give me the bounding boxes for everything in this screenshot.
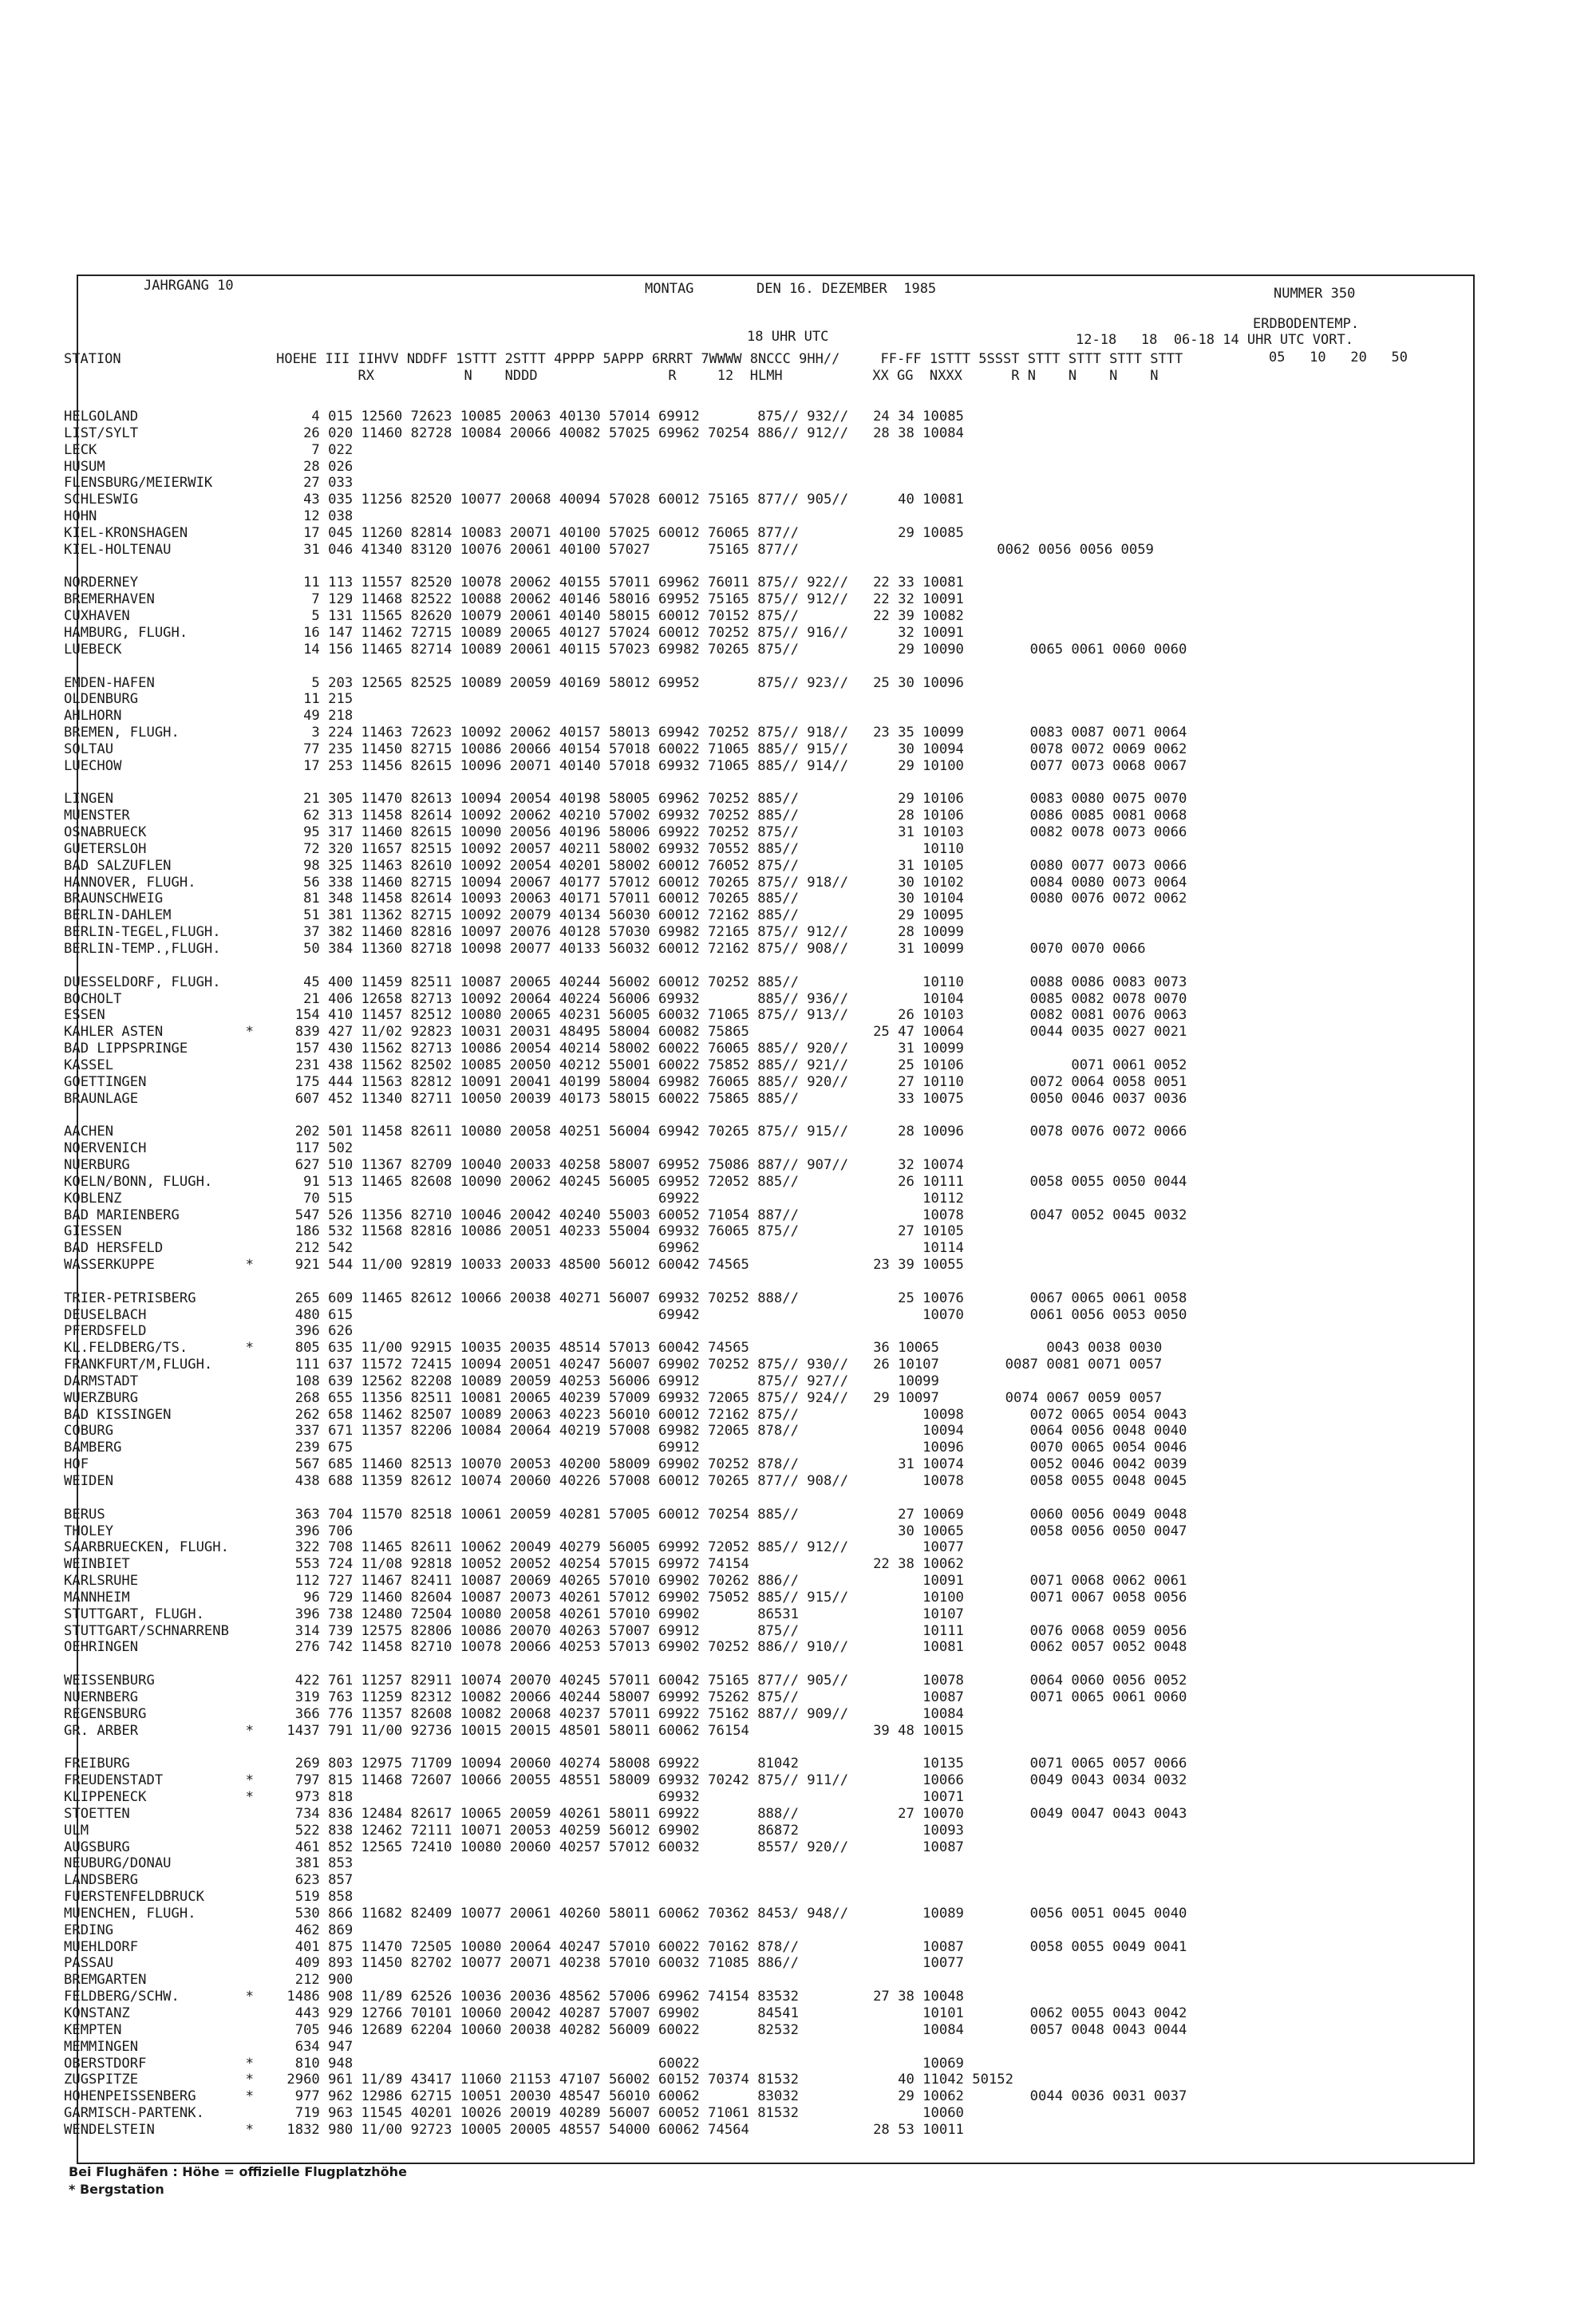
station-row: WEISSENBURG 422 761 11257 82911 10074 20070 40245 57011 60042 75165 877// 905// 10078 0064 0060 0056 0052	[64, 1673, 1187, 1689]
station-row: KIEL-HOLTENAU 31 046 41340 83120 10076 20061 40100 57027 75165 877// 0062 0056 0056 0059	[64, 541, 1154, 558]
group-spacer	[64, 559, 1187, 575]
station-row: ULM 522 838 12462 72111 10071 20053 40259 56012 69902 86872 10093	[64, 1822, 964, 1839]
station-row: EMDEN-HAFEN 5 203 12565 82525 10089 20059 40169 58012 69952 875// 923// 25 30 10096	[64, 674, 964, 691]
station-row: STOETTEN 734 836 12484 82617 10065 20059 40261 58011 69922 888// 27 10070 0049 0047 0043 0043	[64, 1805, 1187, 1822]
group-spacer	[64, 1490, 1187, 1507]
depth-heading: 05 10 20 50	[1269, 350, 1408, 365]
station-row: HAMBURG, FLUGH. 16 147 11462 72715 10089 20065 40127 57024 60012 70252 875// 916// 32 10091	[64, 624, 964, 641]
station-row: BAD MARIENBERG 547 526 11356 82710 10046 20042 40240 55003 60052 71054 887// 10078 0047 0052 0045 0032	[64, 1207, 1187, 1223]
station-row: WUERZBURG 268 655 11356 82511 10081 20065 40239 57009 69932 72065 875// 924// 29 10097 0074 0067 0059 0057	[64, 1389, 1163, 1406]
group-spacer	[64, 1274, 1187, 1290]
station-row: KOBLENZ 70 515 69922 10112	[64, 1190, 964, 1207]
period-heading: 12-18 18 06-18 14 UHR UTC VORT.	[1076, 332, 1353, 348]
station-row: AUGSBURG 461 852 12565 72410 10080 20060 40257 57012 60032 8557/ 920// 10087	[64, 1839, 964, 1855]
weekday-label: MONTAG	[645, 281, 694, 297]
group-spacer	[64, 1107, 1187, 1124]
station-row: BAD HERSFELD 212 542 69962 10114	[64, 1240, 964, 1257]
station-row: CUXHAVEN 5 131 11565 82620 10079 20061 40140 58015 60012 70152 875// 22 39 10082	[64, 608, 964, 625]
station-row: LIST/SYLT 26 020 11460 82728 10084 20066 40082 57025 69962 70254 886// 912// 28 38 10084	[64, 425, 964, 441]
station-row: ZUGSPITZE * 2960 961 11/89 43417 11060 21153 47107 56002 60152 70374 81532 40 11042 50152	[64, 2072, 1013, 2088]
station-row: GOETTINGEN 175 444 11563 82812 10091 20041 40199 58004 69982 76065 885// 920// 27 10110 0072 0064 0058 0051	[64, 1073, 1187, 1090]
station-row: OBERSTDORF * 810 948 60022 10069	[64, 2055, 964, 2072]
station-row: FREIBURG 269 803 12975 71709 10094 20060 40274 58008 69922 81042 10135 0071 0065 0057 0066	[64, 1756, 1187, 1772]
station-row: HANNOVER, FLUGH. 56 338 11460 82715 10094 20067 40177 57012 60012 70265 875// 918// 30 10102 0084 0080 0073 0064	[64, 874, 1187, 891]
station-row: SOLTAU 77 235 11450 82715 10086 20066 40154 57018 60022 71065 885// 915// 30 10094 0078 0072 0069 0062	[64, 741, 1187, 757]
station-row: FREUDENSTADT * 797 815 11468 72607 10066 20055 48551 58009 69932 70242 875// 911// 10066 0049 0043 0034 0032	[64, 1772, 1187, 1789]
station-row: NUERNBERG 319 763 11259 82312 10082 20066 40244 58007 69992 75262 875// 10087 0071 0065 0061 0060	[64, 1689, 1187, 1705]
station-row: KAHLER ASTEN * 839 427 11/02 92823 10031 20031 48495 58004 60082 75865 25 47 10064 0044 0035 0027 0021	[64, 1024, 1187, 1041]
station-row: SAARBRUECKEN, FLUGH. 322 708 11465 82611 10062 20049 40279 56005 69992 72052 885// 912// 10077	[64, 1539, 964, 1556]
station-row: OSNABRUECK 95 317 11460 82615 10090 20056 40196 58006 69922 70252 875// 31 10103 0082 0078 0073 0066	[64, 824, 1187, 841]
group-spacer	[64, 958, 1187, 974]
footnote-airports: Bei Flughäfen : Höhe = offizielle Flugplatzhöhe	[69, 2164, 407, 2179]
station-row: COBURG 337 671 11357 82206 10084 20064 40219 57008 69982 72065 878// 10094 0064 0056 0048 0040	[64, 1423, 1187, 1440]
station-row: NOERVENICH 117 502	[64, 1140, 354, 1157]
station-row: BAMBERG 239 675 69912 10096 0070 0065 0054 0046	[64, 1440, 1187, 1456]
station-row: OLDENBURG 11 215	[64, 691, 354, 708]
station-row: NEUBURG/DONAU 381 853	[64, 1855, 354, 1872]
station-row: REGENSBURG 366 776 11357 82608 10082 20068 40237 57011 69922 75162 887// 909// 10084	[64, 1705, 964, 1722]
station-row: HOHN 12 038	[64, 508, 354, 525]
station-row: AHLHORN 49 218	[64, 708, 354, 725]
station-row: DARMSTADT 108 639 12562 82208 10089 20059 40253 56006 69912 875// 927// 10099	[64, 1373, 939, 1389]
station-row: NUERBURG 627 510 11367 82709 10040 20033 40258 58007 69952 75086 887// 907// 32 10074	[64, 1156, 964, 1173]
utc-18-heading: 18 UHR UTC	[747, 329, 829, 345]
station-row: STUTTGART/SCHNARRENB 314 739 12575 82806 10086 20070 40263 57007 69912 875// 10111 0076 0068 0059 0056	[64, 1622, 1187, 1639]
station-row: BAD LIPPSPRINGE 157 430 11562 82713 10086 20054 40214 58002 60022 76065 885// 920// 31 10099	[64, 1041, 964, 1057]
station-row: KOELN/BONN, FLUGH. 91 513 11465 82608 10090 20062 40245 56005 69952 72052 885// 26 10111 0058 0055 0050 0044	[64, 1173, 1187, 1190]
station-row: MUEHLDORF 401 875 11470 72505 10080 20064 40247 57010 60022 70162 878// 10087 0058 0055 0049 0041	[64, 1938, 1187, 1955]
station-row: LUEBECK 14 156 11465 82714 10089 20061 40115 57023 69982 70265 875// 29 10090 0065 0061 0060 0060	[64, 641, 1187, 658]
station-row: BOCHOLT 21 406 12658 82713 10092 20064 40224 56006 69932 885// 936// 10104 0085 0082 0078 0070	[64, 990, 1187, 1007]
station-row: SCHLESWIG 43 035 11256 82520 10077 20068 40094 57028 60012 75165 877// 905// 40 10081	[64, 492, 964, 508]
station-row: BREMERHAVEN 7 129 11468 82522 10088 20062 40146 58016 69952 75165 875// 912// 22 32 10091	[64, 591, 964, 608]
station-row: BREMEN, FLUGH. 3 224 11463 72623 10092 20062 40157 58013 69942 70252 875// 918// 23 35 10099 0083 0087 0071 0064	[64, 725, 1187, 741]
station-row: LANDSBERG 623 857	[64, 1872, 354, 1889]
station-row: BRAUNSCHWEIG 81 348 11458 82614 10093 20063 40171 57011 60012 70265 885// 30 10104 0080 0076 0072 0062	[64, 891, 1187, 907]
station-row: DUESSELDORF, FLUGH. 45 400 11459 82511 10087 20065 40244 56002 60012 70252 885// 10110 0088 0086 0083 0073	[64, 974, 1187, 990]
station-row: DEUSELBACH 480 615 69942 10070 0061 0056 0053 0050	[64, 1306, 1187, 1323]
station-row: HOHENPEISSENBERG * 977 962 12986 62715 10051 20030 48547 56010 60062 83032 29 10062 0044 0036 0031 0037	[64, 2088, 1187, 2105]
station-row: ERDING 462 869	[64, 1922, 354, 1938]
station-row: WASSERKUPPE * 921 544 11/00 92819 10033 20033 48500 56012 60042 74565 23 39 10055	[64, 1257, 964, 1274]
station-row: KARLSRUHE 112 727 11467 82411 10087 20069 40265 57010 69902 70262 886// 10091 0071 0068 0062 0061	[64, 1573, 1187, 1590]
group-spacer	[64, 1740, 1187, 1756]
station-row: MUENSTER 62 313 11458 82614 10092 20062 40210 57002 69932 70252 885// 28 10106 0086 0085 0081 0068	[64, 808, 1187, 824]
station-row: HELGOLAND 4 015 12560 72623 10085 20063 40130 57014 69912 875// 932// 24 34 10085	[64, 409, 964, 425]
station-row: KONSTANZ 443 929 12766 70101 10060 20042 40287 57007 69902 84541 10101 0062 0055 0043 0042	[64, 2005, 1187, 2021]
station-row: MEMMINGEN 634 947	[64, 2038, 354, 2055]
station-row: OEHRINGEN 276 742 11458 82710 10078 20066 40253 57013 69902 70252 886// 910// 10081 0062 0057 0052 0048	[64, 1639, 1187, 1656]
station-row: FRANKFURT/M,FLUGH. 111 637 11572 72415 10094 20051 40247 56007 69902 70252 875// 930// 26 10107 0087 0081 0071 0057	[64, 1357, 1163, 1373]
group-spacer	[64, 775, 1187, 792]
station-table	[64, 409, 1187, 2139]
station-row: HUSUM 28 026	[64, 458, 354, 475]
issue-number: NUMMER 350	[1274, 286, 1356, 302]
volume-label: JAHRGANG 10	[144, 278, 234, 294]
station-row: KL.FELDBERG/TS. * 805 635 11/00 92915 10035 20035 48514 57013 60042 74565 36 10065 0043 0038 0030	[64, 1340, 1163, 1357]
group-spacer	[64, 658, 1187, 675]
station-row: GUETERSLOH 72 320 11657 82515 10092 20057 40211 58002 69932 70552 885// 10110	[64, 840, 964, 857]
station-row: TRIER-PETRISBERG 265 609 11465 82612 10066 20038 40271 56007 69932 70252 888// 25 10076 0067 0065 0061 0058	[64, 1290, 1187, 1306]
station-row: FLENSBURG/MEIERWIK 27 033	[64, 475, 354, 492]
station-row: PASSAU 409 893 11450 82702 10077 20071 40238 57010 60032 71085 886// 10077	[64, 1955, 964, 1972]
station-row: BAD SALZUFLEN 98 325 11463 82610 10092 20054 40201 58002 60012 76052 875// 31 10105 0080 0077 0073 0066	[64, 857, 1187, 874]
station-row: GARMISCH-PARTENK. 719 963 11545 40201 10026 20019 40289 56007 60052 71061 81532 10060	[64, 2105, 964, 2122]
station-row: KEMPTEN 705 946 12689 62204 10060 20038 40282 56009 60022 82532 10084 0057 0048 0043 0044	[64, 2021, 1187, 2038]
station-row: BERUS 363 704 11570 82518 10061 20059 40281 57005 60012 70254 885// 27 10069 0060 0056 0049 0048	[64, 1506, 1187, 1523]
station-row: HOF 567 685 11460 82513 10070 20053 40200 58009 69902 70252 878// 31 10074 0052 0046 0042 0039	[64, 1456, 1187, 1473]
date-label: DEN 16. DEZEMBER 1985	[757, 281, 937, 297]
station-row: AACHEN 202 501 11458 82611 10080 20058 40251 56004 69942 70265 875// 915// 28 10096 0078 0076 0072 0066	[64, 1124, 1187, 1140]
station-row: WEIDEN 438 688 11359 82612 10074 20060 40226 57008 60012 70265 877// 908// 10078 0058 0055 0048 0045	[64, 1473, 1187, 1489]
column-header-line: STATION HOEHE III IIHVV NDDFF 1STTT 2STTT 4PPPP 5APPP 6RRRT 7WWWW 8NCCC 9HH// FF-FF 1STTT 5SSST STTT STTT STTT STTT	[64, 351, 1183, 367]
soil-temperature-heading: ERDBODENTEMP.	[1253, 316, 1360, 332]
station-row: GIESSEN 186 532 11568 82816 10086 20051 40233 55004 69932 76065 875// 27 10105	[64, 1223, 964, 1240]
station-row: FELDBERG/SCHW. * 1486 908 11/89 62526 10036 20036 48562 57006 69962 74154 83532 27 38 10048	[64, 1989, 964, 2005]
station-row: KASSEL 231 438 11562 82502 10085 20050 40212 55001 60022 75852 885// 921// 25 10106 0071 0061 0052	[64, 1057, 1187, 1073]
station-row: KLIPPENECK * 973 818 69932 10071	[64, 1789, 964, 1806]
station-row: KIEL-KRONSHAGEN 17 045 11260 82814 10083 20071 40100 57025 60012 76065 877// 29 10085	[64, 524, 964, 541]
station-row: THOLEY 396 706 30 10065 0058 0056 0050 0047	[64, 1523, 1187, 1539]
station-row: WENDELSTEIN * 1832 980 11/00 92723 10005 20005 48557 54000 60062 74564 28 53 10011	[64, 2121, 964, 2138]
column-header-line: RX N NDDD R 12 HLMH XX GG NXXX R N N N N	[64, 367, 1159, 384]
footnote-mountain-station: * Bergstation	[69, 2182, 164, 2197]
station-row: BAD KISSINGEN 262 658 11462 82507 10089 20063 40223 56010 60012 72162 875// 10098 0072 0065 0054 0043	[64, 1406, 1187, 1423]
station-row: NORDERNEY 11 113 11557 82520 10078 20062 40155 57011 69962 76011 875// 922// 22 33 10081	[64, 575, 964, 591]
station-row: LINGEN 21 305 11470 82613 10094 20054 40198 58005 69962 70252 885// 29 10106 0083 0080 0075 0070	[64, 791, 1187, 808]
station-row: PFERDSFELD 396 626	[64, 1323, 354, 1340]
station-row: BERLIN-DAHLEM 51 381 11362 82715 10092 20079 40134 56030 60012 72162 885// 29 10095	[64, 907, 964, 924]
station-row: BERLIN-TEMP.,FLUGH. 50 384 11360 82718 10098 20077 40133 56032 60012 72162 875// 908// 31 10099 0070 0070 0066	[64, 941, 1146, 957]
station-row: LUECHOW 17 253 11456 82615 10096 20071 40140 57018 69932 71065 885// 914// 29 10100 0077 0073 0068 0067	[64, 757, 1187, 774]
group-spacer	[64, 1656, 1187, 1673]
station-row: BRAUNLAGE 607 452 11340 82711 10050 20039 40173 58015 60022 75865 885// 33 10075 0050 0046 0037 0036	[64, 1090, 1187, 1107]
station-row: MANNHEIM 96 729 11460 82604 10087 20073 40261 57012 69902 75052 885// 915// 10100 0071 0067 0058 0056	[64, 1589, 1187, 1606]
station-row: ESSEN 154 410 11457 82512 10080 20065 40231 56005 60032 71065 875// 913// 26 10103 0082 0081 0076 0063	[64, 1007, 1187, 1024]
station-row: MUENCHEN, FLUGH. 530 866 11682 82409 10077 20061 40260 58011 60062 70362 8453/ 948// 10089 0056 0051 0045 0040	[64, 1905, 1187, 1922]
column-headers	[64, 351, 1183, 385]
station-row: FUERSTENFELDBRUCK 519 858	[64, 1889, 354, 1906]
station-row: GR. ARBER * 1437 791 11/00 92736 10015 20015 48501 58011 60062 76154 39 48 10015	[64, 1722, 964, 1739]
station-row: BERLIN-TEGEL,FLUGH. 37 382 11460 82816 10097 20076 40128 57030 69982 72165 875// 912// 28 10099	[64, 924, 964, 941]
station-row: WEINBIET 553 724 11/08 92818 10052 20052 40254 57015 69972 74154 22 38 10062	[64, 1556, 964, 1573]
station-row: STUTTGART, FLUGH. 396 738 12480 72504 10080 20058 40261 57010 69902 86531 10107	[64, 1606, 964, 1622]
station-row: LECK 7 022	[64, 441, 354, 458]
station-row: BREMGARTEN 212 900	[64, 1972, 354, 1989]
